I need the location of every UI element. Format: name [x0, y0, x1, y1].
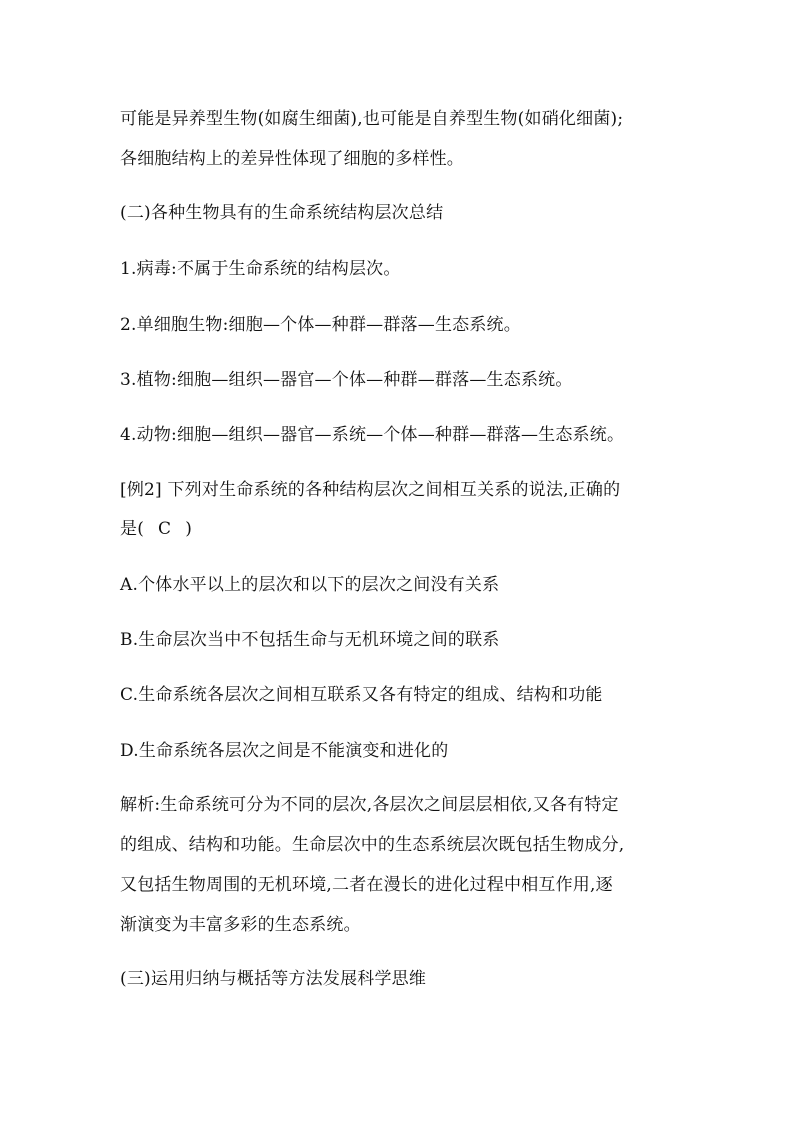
option-c: C.生命系统各层次之间相互联系又各有特定的组成、结构和功能	[120, 685, 603, 705]
list-item: 2.单细胞生物:细胞—个体—种群—群落—生态系统。	[120, 315, 521, 335]
answer-letter: C	[158, 519, 172, 539]
question-stem-prefix: 是(	[120, 519, 145, 539]
option-a: A.个体水平以上的层次和以下的层次之间没有关系	[120, 575, 500, 595]
analysis-line: 渐演变为丰富多彩的生态系统。	[120, 915, 361, 935]
analysis-line: 的组成、结构和功能。生命层次中的生态系统层次既包括生物成分,	[120, 835, 625, 855]
list-item: 3.植物:细胞—组织—器官—个体—种群—群落—生态系统。	[120, 370, 573, 390]
option-b: B.生命层次当中不包括生命与无机环境之间的联系	[120, 630, 500, 650]
list-item: 4.动物:细胞—组织—器官—系统—个体—种群—群落—生态系统。	[120, 425, 625, 445]
list-item: 1.病毒:不属于生命系统的结构层次。	[120, 259, 401, 279]
question-stem: [例2] 下列对生命系统的各种结构层次之间相互关系的说法,正确的	[120, 480, 621, 500]
paragraph-line: 各细胞结构上的差异性体现了细胞的多样性。	[120, 149, 464, 169]
paragraph-line: 可能是异养型生物(如腐生细菌),也可能是自养型生物(如硝化细菌);	[120, 109, 624, 129]
option-d: D.生命系统各层次之间是不能演变和进化的	[120, 741, 449, 761]
question-stem-continued	[120, 517, 680, 541]
section-heading: (三)运用归纳与概括等方法发展科学思维	[120, 969, 427, 989]
analysis-line: 解析:生命系统可分为不同的层次,各层次之间层层相依,又各有特定	[120, 795, 619, 815]
answer-close-paren: )	[185, 519, 193, 539]
analysis-line: 又包括生物周围的无机环境,二者在漫长的进化过程中相互作用,逐	[120, 875, 613, 895]
section-heading: (二)各种生物具有的生命系统结构层次总结	[120, 203, 444, 223]
